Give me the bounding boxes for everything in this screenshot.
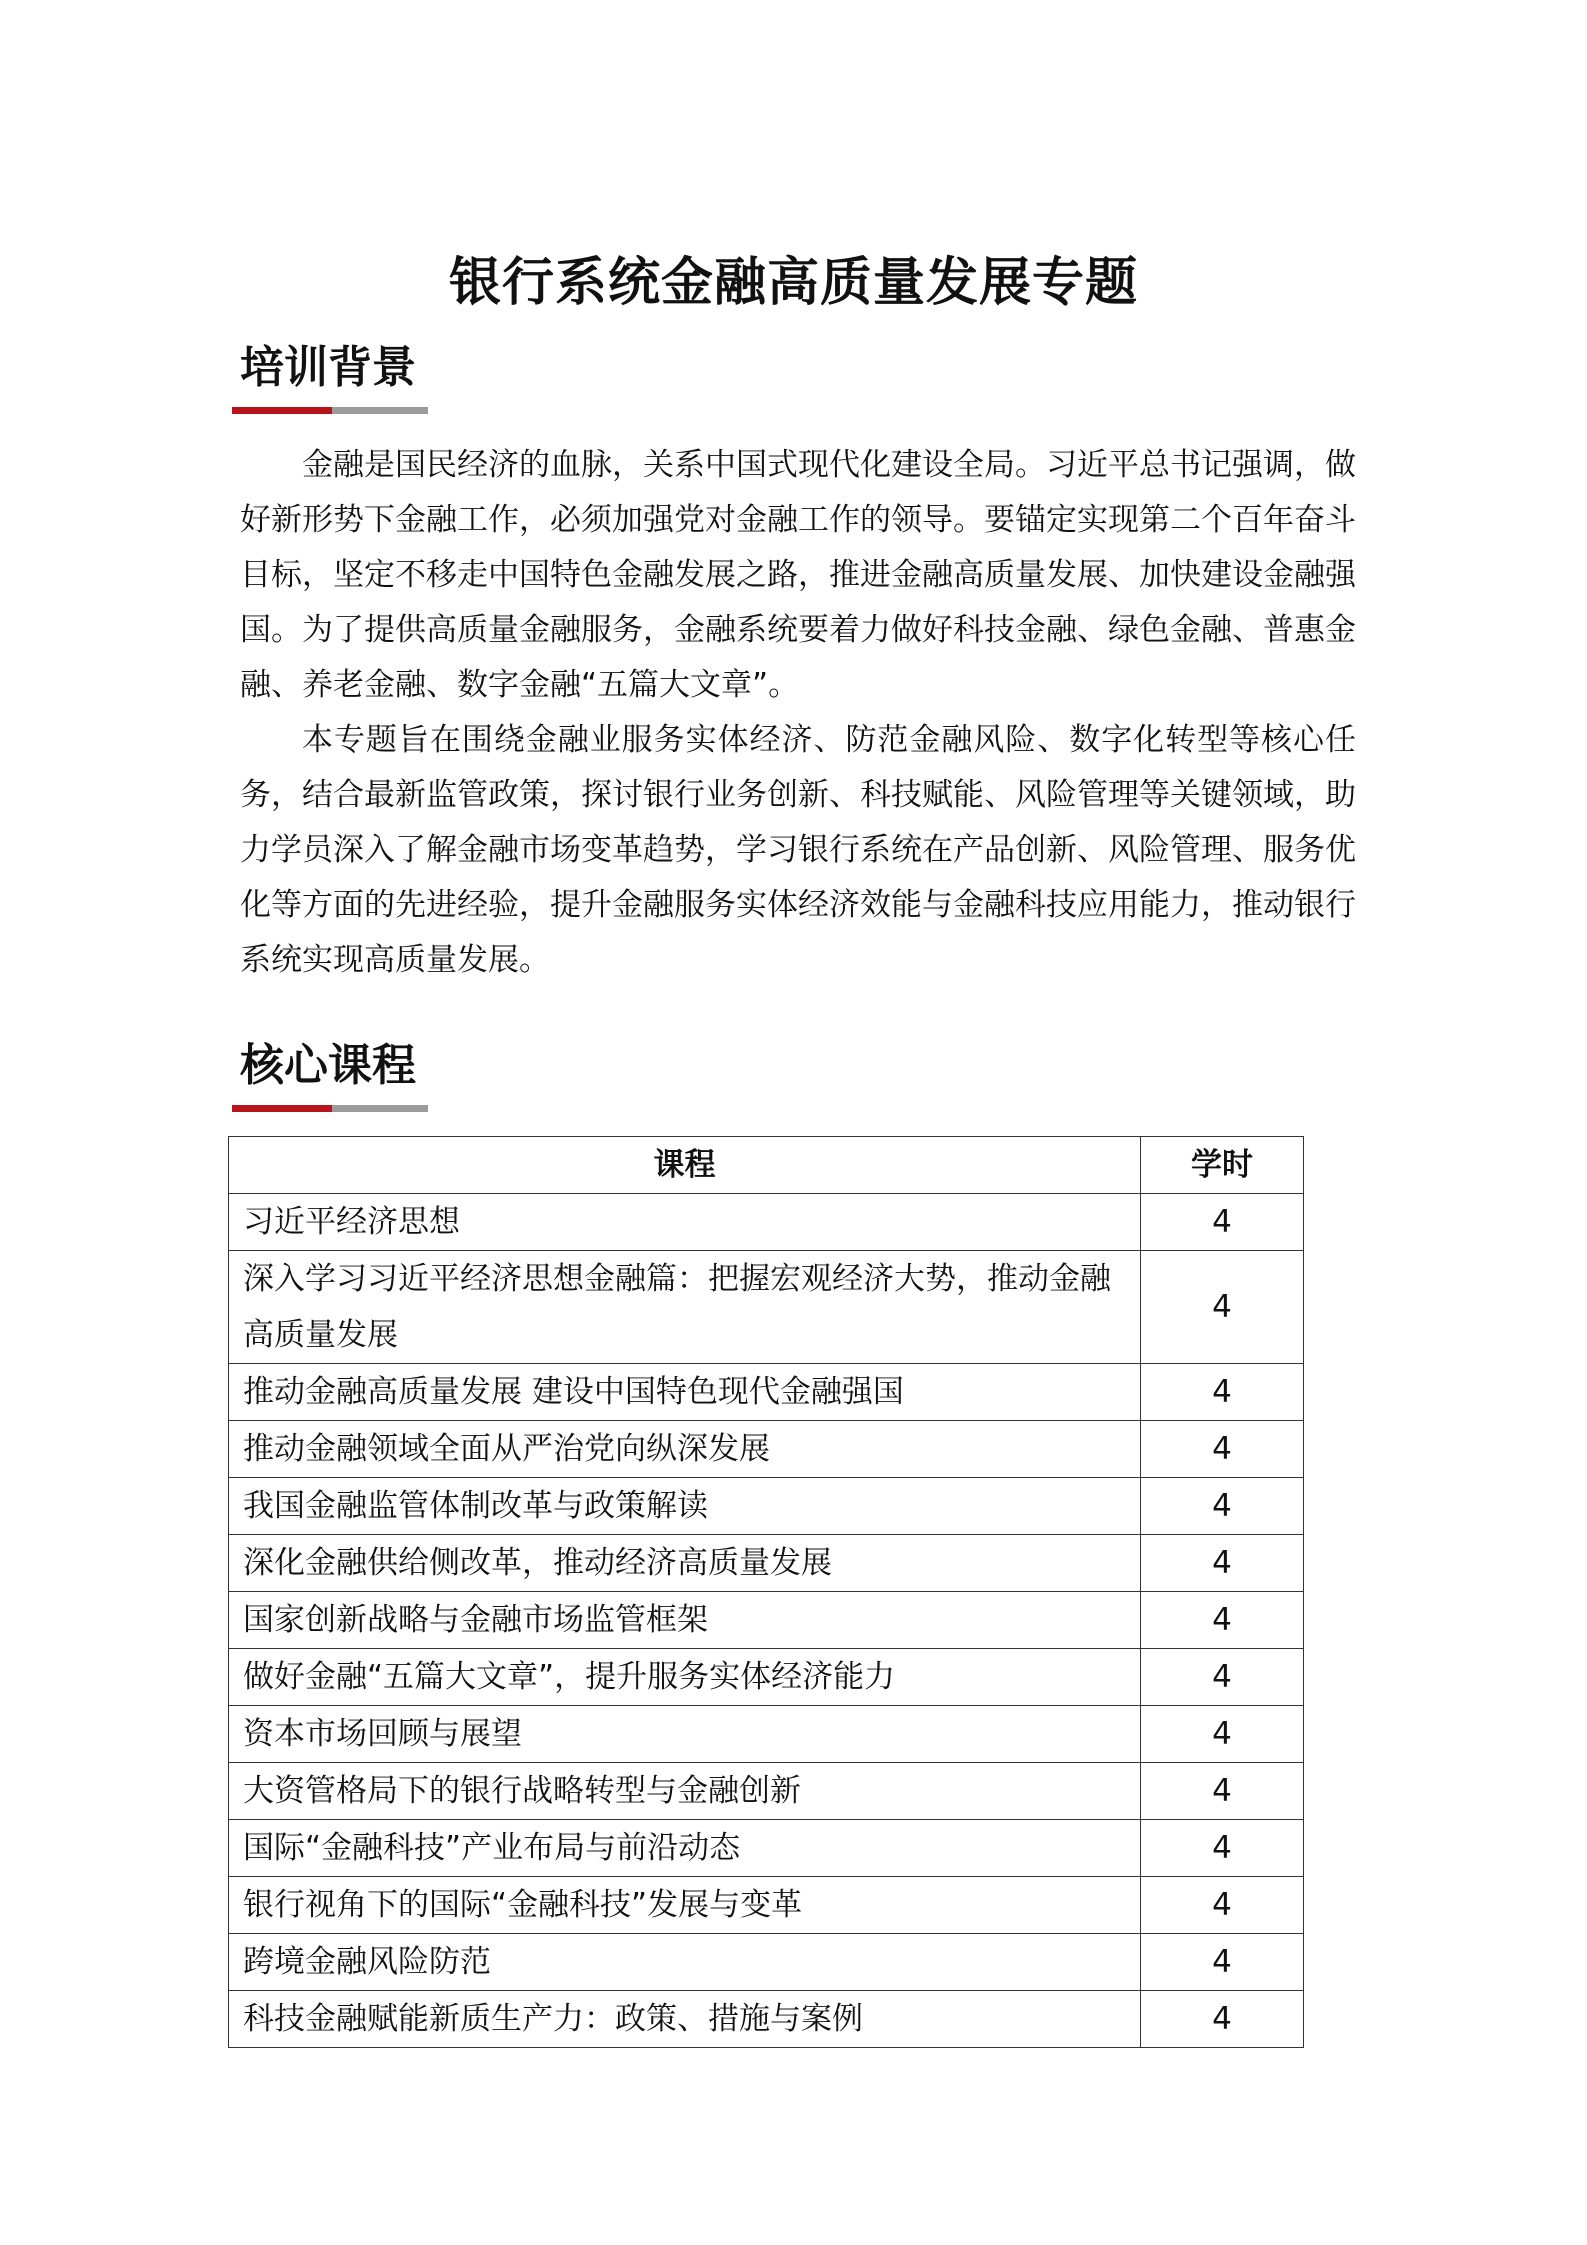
course-name-cell: 做好金融“五篇大文章”，提升服务实体经济能力 <box>229 1649 1141 1706</box>
background-text <box>240 438 1356 988</box>
course-hours-cell: 4 <box>1141 1535 1304 1592</box>
page-title: 银行系统金融高质量发展专题 <box>448 253 1138 313</box>
heading-underline-background <box>232 407 428 414</box>
underline-red-segment <box>232 407 332 414</box>
table-row <box>229 1763 1304 1820</box>
course-table <box>228 1136 1304 2048</box>
underline-gray-segment <box>332 407 428 414</box>
table-row <box>229 1649 1304 1706</box>
course-hours-cell: 4 <box>1141 1934 1304 1991</box>
course-hours-cell: 4 <box>1141 1478 1304 1535</box>
course-name-cell: 深入学习习近平经济思想金融篇：把握宏观经济大势，推动金融高质量发展 <box>229 1251 1141 1364</box>
course-name-cell: 科技金融赋能新质生产力：政策、措施与案例 <box>229 1991 1141 2048</box>
course-name-cell: 国际“金融科技”产业布局与前沿动态 <box>229 1820 1141 1877</box>
course-hours-cell: 4 <box>1141 1877 1304 1934</box>
course-table-body <box>229 1194 1304 2048</box>
section-heading-courses: 核心课程 <box>240 1040 416 1091</box>
course-hours-cell: 4 <box>1141 1364 1304 1421</box>
course-name-cell: 习近平经济思想 <box>229 1194 1141 1251</box>
background-paragraph-1: 金融是国民经济的血脉，关系中国式现代化建设全局。习近平总书记强调，做好新形势下金融工作，必须加强党对金融工作的领导。要锚定实现第二个百年奋斗目标，坚定不移走中国特色金融发展之路，推进金融高质量发展、加快建设金融强国。为了提供高质量金融服务，金融系统要着力做好科技金融、绿色金融、普惠金融、养老金融、数字金融“五篇大文章”。 <box>240 447 1356 703</box>
course-name-cell: 跨境金融风险防范 <box>229 1934 1141 1991</box>
background-paragraph-2: 本专题旨在围绕金融业服务实体经济、防范金融风险、数字化转型等核心任务，结合最新监管政策，探讨银行业务创新、科技赋能、风险管理等关键领域，助力学员深入了解金融市场变革趋势，学习银行系统在产品创新、风险管理、服务优化等方面的先进经验，提升金融服务实体经济效能与金融科技应用能力，推动银行系统实现高质量发展。 <box>240 722 1356 978</box>
course-hours-cell: 4 <box>1141 1706 1304 1763</box>
table-row <box>229 1706 1304 1763</box>
course-hours-cell: 4 <box>1141 1649 1304 1706</box>
course-hours-cell: 4 <box>1141 1251 1304 1364</box>
table-row <box>229 1877 1304 1934</box>
header-hours: 学时 <box>1141 1137 1304 1194</box>
course-hours-cell: 4 <box>1141 1820 1304 1877</box>
table-row <box>229 1592 1304 1649</box>
heading-underline-courses <box>232 1105 428 1112</box>
course-name-cell: 推动金融领域全面从严治党向纵深发展 <box>229 1421 1141 1478</box>
underline-gray-segment <box>332 1105 428 1112</box>
table-row <box>229 1535 1304 1592</box>
section-heading-background: 培训背景 <box>240 342 416 393</box>
course-name-cell: 银行视角下的国际“金融科技”发展与变革 <box>229 1877 1141 1934</box>
course-hours-cell: 4 <box>1141 1421 1304 1478</box>
underline-red-segment <box>232 1105 332 1112</box>
table-row <box>229 1478 1304 1535</box>
course-name-cell: 推动金融高质量发展 建设中国特色现代金融强国 <box>229 1364 1141 1421</box>
table-row <box>229 1364 1304 1421</box>
table-row <box>229 1421 1304 1478</box>
course-name-cell: 深化金融供给侧改革，推动经济高质量发展 <box>229 1535 1141 1592</box>
course-name-cell: 我国金融监管体制改革与政策解读 <box>229 1478 1141 1535</box>
course-name-cell: 国家创新战略与金融市场监管框架 <box>229 1592 1141 1649</box>
table-header-row <box>229 1137 1304 1194</box>
header-course: 课程 <box>229 1137 1141 1194</box>
course-hours-cell: 4 <box>1141 1592 1304 1649</box>
table-row <box>229 1934 1304 1991</box>
course-hours-cell: 4 <box>1141 1194 1304 1251</box>
table-row <box>229 1820 1304 1877</box>
course-name-cell: 大资管格局下的银行战略转型与金融创新 <box>229 1763 1141 1820</box>
course-hours-cell: 4 <box>1141 1763 1304 1820</box>
table-row <box>229 1251 1304 1364</box>
course-hours-cell: 4 <box>1141 1991 1304 2048</box>
course-name-cell: 资本市场回顾与展望 <box>229 1706 1141 1763</box>
table-row <box>229 1194 1304 1251</box>
table-row <box>229 1991 1304 2048</box>
